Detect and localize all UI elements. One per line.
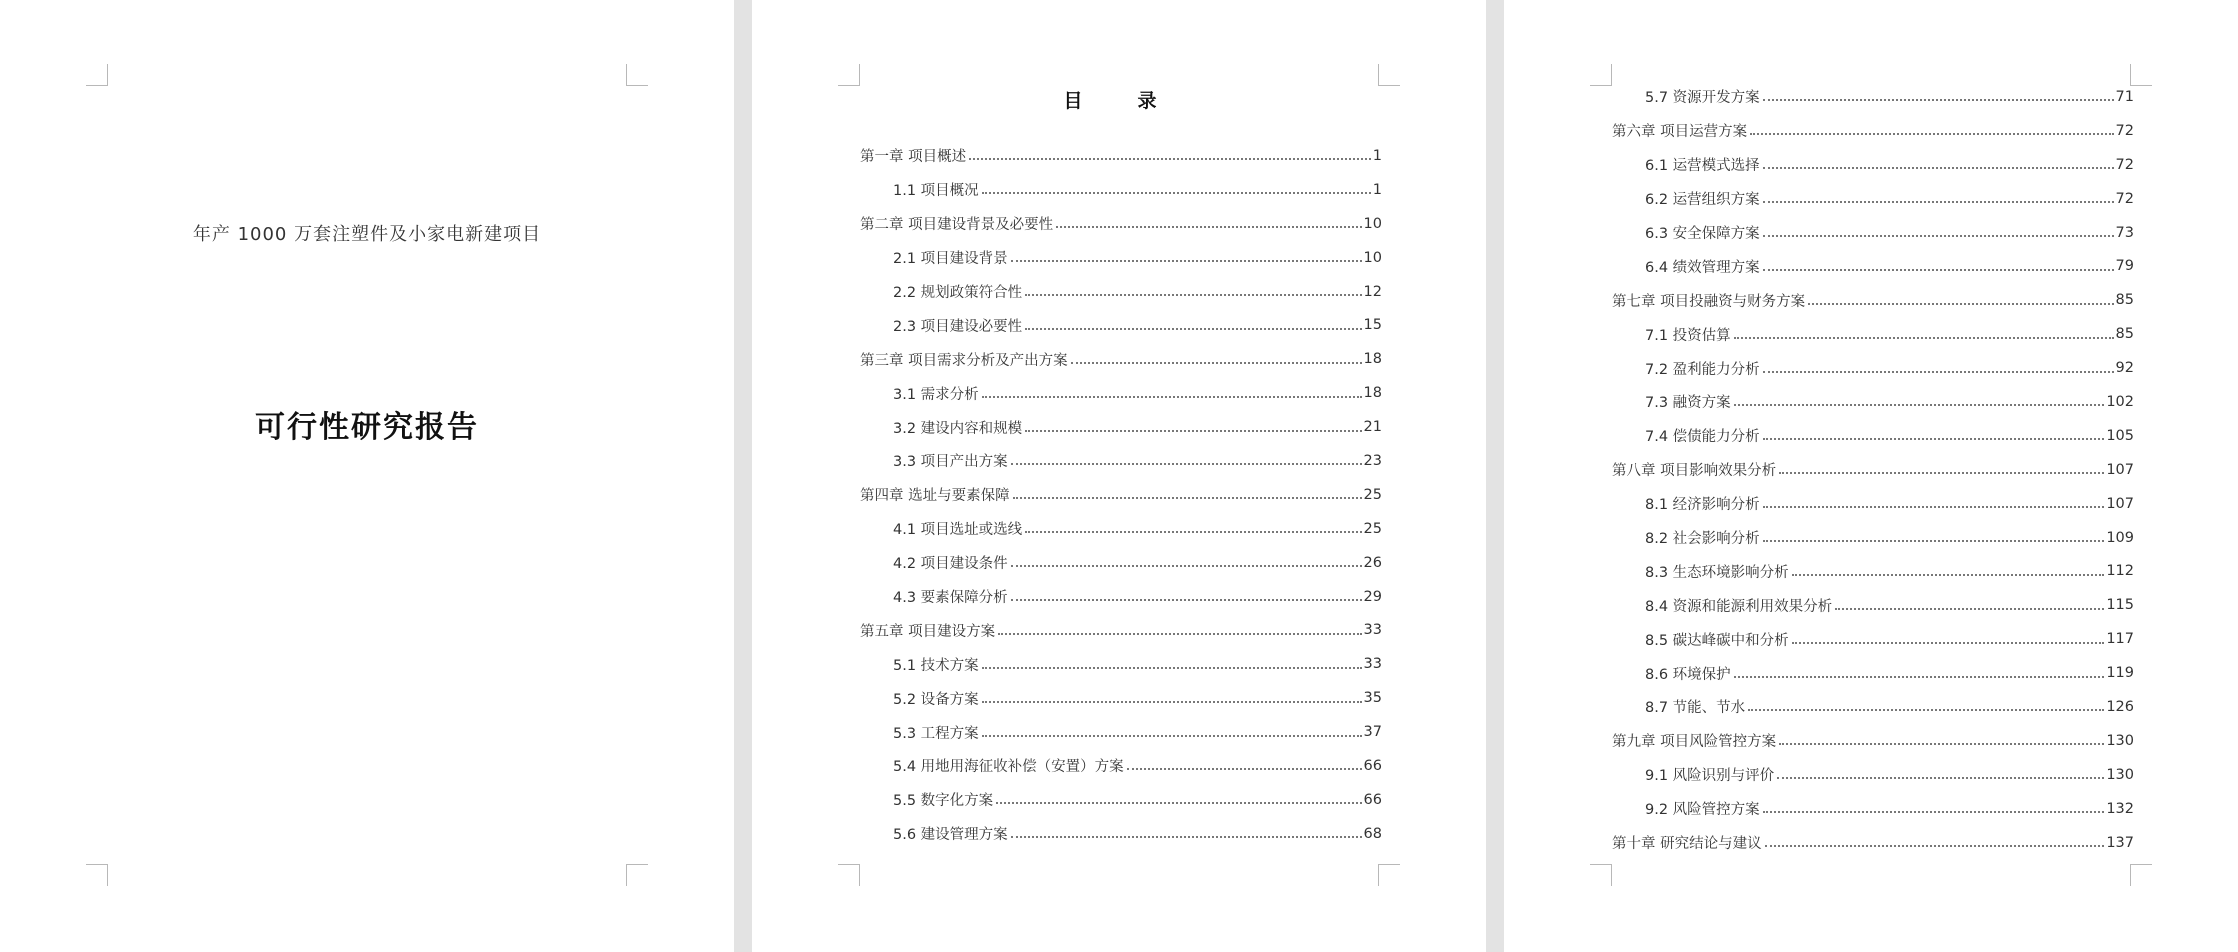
toc-entry-label: 3.2 建设内容和规模 bbox=[893, 420, 1023, 437]
toc-leader-dots bbox=[1734, 404, 2105, 406]
toc-entry-page-number: 107 bbox=[2106, 461, 2134, 478]
toc-entry-page-number: 66 bbox=[1363, 757, 1382, 774]
toc-entry-label: 4.3 要素保障分析 bbox=[893, 590, 1008, 607]
toc-entry-label: 7.1 投资估算 bbox=[1645, 327, 1731, 344]
toc-entry-label: 8.7 节能、节水 bbox=[1645, 700, 1746, 717]
toc-leader-dots bbox=[1792, 642, 2105, 644]
toc-entry-page-number: 109 bbox=[2106, 529, 2134, 546]
toc-entry-page-number: 85 bbox=[2115, 292, 2134, 309]
toc-entry-label: 9.1 风险识别与评价 bbox=[1645, 768, 1775, 785]
toc-entry-label: 5.5 数字化方案 bbox=[893, 793, 994, 810]
toc-entry-label: 8.1 经济影响分析 bbox=[1645, 497, 1760, 514]
toc-entry[interactable] bbox=[860, 512, 1382, 546]
toc-entry-label: 6.2 运营组织方案 bbox=[1645, 192, 1760, 209]
toc-heading: 目 录 bbox=[1063, 90, 1175, 112]
toc-entry-page-number: 102 bbox=[2106, 393, 2134, 410]
toc-entry[interactable] bbox=[860, 410, 1382, 444]
toc-entry-label: 第九章 项目风险管控方案 bbox=[1612, 734, 1777, 751]
margin-mark-top-right bbox=[626, 64, 648, 86]
toc-entry-page-number: 33 bbox=[1363, 622, 1382, 639]
toc-entry-page-number: 66 bbox=[1363, 791, 1382, 808]
toc-entry-label: 第二章 项目建设背景及必要性 bbox=[860, 217, 1054, 234]
toc-entry-label: 9.2 风险管控方案 bbox=[1645, 802, 1760, 819]
toc-entry-label: 8.5 碳达峰碳中和分析 bbox=[1645, 632, 1789, 649]
toc-leader-dots bbox=[982, 667, 1362, 669]
toc-leader-dots bbox=[1025, 531, 1361, 533]
toc-entry[interactable] bbox=[860, 546, 1382, 580]
toc-entry-page-number: 33 bbox=[1363, 656, 1382, 673]
toc-leader-dots bbox=[1835, 608, 2104, 610]
toc-entry-page-number: 25 bbox=[1363, 486, 1382, 503]
toc-entry[interactable] bbox=[1612, 622, 2134, 656]
toc-entry-page-number: 119 bbox=[2106, 665, 2134, 682]
toc-entry-label: 8.4 资源和能源利用效果分析 bbox=[1645, 598, 1833, 615]
toc-leader-dots bbox=[1011, 599, 1362, 601]
toc-entry-page-number: 112 bbox=[2106, 563, 2134, 580]
toc-entry-label: 第四章 选址与要素保障 bbox=[860, 488, 1010, 505]
toc-entry[interactable] bbox=[860, 308, 1382, 342]
toc-leader-dots bbox=[1056, 226, 1361, 228]
toc-entry-page-number: 132 bbox=[2106, 800, 2134, 817]
toc-entry-page-number: 35 bbox=[1363, 690, 1382, 707]
toc-entry-label: 1.1 项目概况 bbox=[893, 183, 979, 200]
toc-entry-label: 5.1 技术方案 bbox=[893, 657, 979, 674]
toc-leader-dots bbox=[1734, 676, 2105, 678]
toc-entry-page-number: 68 bbox=[1363, 825, 1382, 842]
margin-mark-bottom-right bbox=[626, 864, 648, 886]
toc-entry-label: 4.2 项目建设条件 bbox=[893, 556, 1008, 573]
toc-entry-label: 2.3 项目建设必要性 bbox=[893, 318, 1023, 335]
toc-entry-page-number: 107 bbox=[2106, 495, 2134, 512]
margin-mark-bottom-left bbox=[86, 864, 108, 886]
toc-entry-label: 8.3 生态环境影响分析 bbox=[1645, 564, 1789, 581]
toc-entry-page-number: 115 bbox=[2106, 597, 2134, 614]
toc-entry-label: 5.7 资源开发方案 bbox=[1645, 90, 1760, 107]
toc-entry[interactable] bbox=[1612, 792, 2134, 826]
toc-entry-label: 5.4 用地用海征收补偿（安置）方案 bbox=[893, 759, 1124, 776]
toc-entry-label: 第十章 研究结论与建议 bbox=[1612, 836, 1762, 853]
toc-entry-page-number: 72 bbox=[2115, 190, 2134, 207]
margin-mark-bottom-right bbox=[2130, 864, 2152, 886]
toc-entry-label: 第六章 项目运营方案 bbox=[1612, 124, 1748, 141]
toc-entry[interactable] bbox=[860, 715, 1382, 749]
toc-entry[interactable] bbox=[860, 139, 1382, 173]
toc-entry[interactable] bbox=[1612, 385, 2134, 419]
toc-leader-dots bbox=[1763, 540, 2105, 542]
toc-entry-page-number: 15 bbox=[1363, 317, 1382, 334]
toc-entry[interactable] bbox=[1612, 283, 2134, 317]
toc-entry[interactable] bbox=[1612, 554, 2134, 588]
toc-leader-dots bbox=[969, 158, 1371, 160]
toc-entry[interactable] bbox=[860, 376, 1382, 410]
toc-leader-dots bbox=[982, 396, 1362, 398]
toc-leader-dots bbox=[996, 802, 1361, 804]
toc-entry-page-number: 25 bbox=[1363, 520, 1382, 537]
toc-entry-label: 7.3 融资方案 bbox=[1645, 395, 1731, 412]
toc-entry-label: 2.1 项目建设背景 bbox=[893, 251, 1008, 268]
toc-leader-dots bbox=[1071, 362, 1362, 364]
toc-entry-page-number: 73 bbox=[2115, 224, 2134, 241]
toc-entry[interactable] bbox=[860, 478, 1382, 512]
toc-entry[interactable] bbox=[1612, 249, 2134, 283]
toc-leader-dots bbox=[1763, 99, 2114, 101]
toc-leader-dots bbox=[1763, 371, 2114, 373]
toc-leader-dots bbox=[1011, 565, 1362, 567]
toc-entry-label: 6.1 运营模式选择 bbox=[1645, 158, 1760, 175]
toc-leader-dots bbox=[1779, 472, 2104, 474]
toc-leader-dots bbox=[982, 192, 1371, 194]
toc-entry[interactable] bbox=[1612, 656, 2134, 690]
toc-entry-label: 3.1 需求分析 bbox=[893, 386, 979, 403]
toc-leader-dots bbox=[1808, 303, 2113, 305]
toc-entry[interactable] bbox=[1612, 419, 2134, 453]
toc-entry[interactable] bbox=[1612, 521, 2134, 555]
toc-entry[interactable] bbox=[860, 275, 1382, 309]
toc-entry-page-number: 10 bbox=[1363, 215, 1382, 232]
toc-leader-dots bbox=[1734, 337, 2114, 339]
toc-entry-page-number: 29 bbox=[1363, 588, 1382, 605]
margin-mark-top-left bbox=[838, 64, 860, 86]
toc-leader-dots bbox=[1011, 463, 1362, 465]
toc-leader-dots bbox=[1025, 328, 1361, 330]
toc-entry-page-number: 72 bbox=[2115, 156, 2134, 173]
toc-entry[interactable] bbox=[1612, 588, 2134, 622]
toc-leader-dots bbox=[1792, 574, 2105, 576]
margin-mark-top-left bbox=[86, 64, 108, 86]
toc-entry[interactable] bbox=[860, 580, 1382, 614]
toc-entry[interactable] bbox=[860, 207, 1382, 241]
toc-entry-label: 第八章 项目影响效果分析 bbox=[1612, 463, 1777, 480]
toc-entry[interactable] bbox=[1612, 351, 2134, 385]
toc-page-1 bbox=[752, 0, 1486, 952]
toc-entry-page-number: 79 bbox=[2115, 258, 2134, 275]
toc-entry-label: 3.3 项目产出方案 bbox=[893, 454, 1008, 471]
margin-mark-top-left bbox=[1590, 64, 1612, 86]
toc-leader-dots bbox=[998, 633, 1361, 635]
toc-entry-label: 8.2 社会影响分析 bbox=[1645, 531, 1760, 548]
margin-mark-bottom-right bbox=[1378, 864, 1400, 886]
toc-entry[interactable] bbox=[1612, 758, 2134, 792]
toc-entry-page-number: 26 bbox=[1363, 554, 1382, 571]
margin-mark-bottom-left bbox=[1590, 864, 1612, 886]
toc-leader-dots bbox=[1011, 260, 1362, 262]
toc-leader-dots bbox=[1025, 430, 1361, 432]
toc-entry-page-number: 126 bbox=[2106, 698, 2134, 715]
toc-leader-dots bbox=[1025, 294, 1361, 296]
cover-subtitle: 年产 1000 万套注塑件及小家电新建项目 bbox=[192, 224, 542, 245]
toc-entry-page-number: 71 bbox=[2115, 88, 2134, 105]
toc-leader-dots bbox=[1763, 438, 2105, 440]
toc-entry-page-number: 137 bbox=[2106, 834, 2134, 851]
toc-leader-dots bbox=[1779, 743, 2104, 745]
toc-entry[interactable] bbox=[1612, 317, 2134, 351]
toc-entry[interactable] bbox=[1612, 690, 2134, 724]
toc-entry-page-number: 117 bbox=[2106, 631, 2134, 648]
cover-title: 可行性研究报告 bbox=[255, 410, 479, 445]
cover-page bbox=[0, 0, 734, 952]
toc-entry[interactable] bbox=[1612, 487, 2134, 521]
toc-leader-dots bbox=[1013, 497, 1362, 499]
toc-entry-label: 5.3 工程方案 bbox=[893, 725, 979, 742]
toc-leader-dots bbox=[1011, 836, 1362, 838]
toc-leader-dots bbox=[1763, 269, 2114, 271]
toc-leader-dots bbox=[1763, 811, 2105, 813]
toc-entry-page-number: 18 bbox=[1363, 351, 1382, 368]
toc-entry[interactable] bbox=[860, 613, 1382, 647]
toc-entry-page-number: 105 bbox=[2106, 427, 2134, 444]
margin-mark-bottom-left bbox=[838, 864, 860, 886]
toc-leader-dots bbox=[982, 735, 1362, 737]
toc-leader-dots bbox=[1763, 235, 2114, 237]
toc-entry-page-number: 12 bbox=[1363, 283, 1382, 300]
toc-list bbox=[860, 139, 1382, 851]
toc-entry[interactable] bbox=[860, 241, 1382, 275]
toc-entry-page-number: 130 bbox=[2106, 732, 2134, 749]
toc-entry-label: 2.2 规划政策符合性 bbox=[893, 285, 1023, 301]
toc-entry[interactable] bbox=[860, 817, 1382, 851]
toc-entry-label: 6.3 安全保障方案 bbox=[1645, 226, 1760, 242]
toc-leader-dots bbox=[1777, 777, 2104, 779]
toc-leader-dots bbox=[1127, 768, 1362, 770]
toc-entry[interactable] bbox=[860, 783, 1382, 817]
toc-entry[interactable] bbox=[860, 647, 1382, 681]
toc-list bbox=[1612, 80, 2134, 859]
toc-leader-dots bbox=[1765, 845, 2105, 847]
toc-entry-label: 第七章 项目投融资与财务方案 bbox=[1612, 293, 1806, 310]
toc-entry-label: 6.4 绩效管理方案 bbox=[1645, 259, 1760, 276]
toc-entry-label: 5.6 建设管理方案 bbox=[893, 827, 1008, 844]
toc-entry-page-number: 130 bbox=[2106, 766, 2134, 783]
toc-leader-dots bbox=[1763, 167, 2114, 169]
toc-entry-page-number: 1 bbox=[1372, 147, 1382, 164]
toc-entry[interactable] bbox=[860, 681, 1382, 715]
toc-entry-page-number: 21 bbox=[1363, 419, 1382, 436]
toc-entry-label: 4.1 项目选址或选线 bbox=[893, 522, 1023, 539]
toc-entry-page-number: 18 bbox=[1363, 385, 1382, 402]
toc-entry[interactable] bbox=[860, 342, 1382, 376]
toc-entry-label: 第五章 项目建设方案 bbox=[860, 623, 996, 640]
toc-entry-page-number: 37 bbox=[1363, 724, 1382, 741]
toc-entry[interactable] bbox=[1612, 216, 2134, 250]
toc-entry-label: 7.4 偿债能力分析 bbox=[1645, 429, 1760, 446]
toc-entry[interactable] bbox=[1612, 114, 2134, 148]
toc-entry[interactable] bbox=[1612, 724, 2134, 758]
toc-entry-page-number: 85 bbox=[2115, 326, 2134, 343]
toc-entry[interactable] bbox=[1612, 453, 2134, 487]
toc-leader-dots bbox=[1763, 506, 2105, 508]
toc-entry[interactable] bbox=[860, 173, 1382, 207]
toc-entry-label: 5.2 设备方案 bbox=[893, 691, 979, 708]
toc-entry-page-number: 1 bbox=[1372, 181, 1382, 198]
toc-entry-page-number: 72 bbox=[2115, 122, 2134, 139]
toc-leader-dots bbox=[1748, 709, 2104, 711]
toc-entry-label: 第一章 项目概述 bbox=[860, 149, 967, 166]
toc-leader-dots bbox=[982, 701, 1362, 703]
toc-entry[interactable] bbox=[1612, 182, 2134, 216]
toc-entry-label: 第三章 项目需求分析及产出方案 bbox=[860, 352, 1068, 369]
margin-mark-top-right bbox=[1378, 64, 1400, 86]
toc-page-2 bbox=[1504, 0, 2238, 952]
toc-entry[interactable] bbox=[860, 749, 1382, 783]
toc-entry[interactable] bbox=[1612, 148, 2134, 182]
toc-leader-dots bbox=[1763, 201, 2114, 203]
toc-entry-page-number: 92 bbox=[2115, 360, 2134, 377]
toc-leader-dots bbox=[1750, 133, 2113, 135]
toc-entry-page-number: 10 bbox=[1363, 249, 1382, 266]
toc-entry[interactable] bbox=[860, 444, 1382, 478]
toc-entry[interactable] bbox=[1612, 80, 2134, 114]
toc-entry-label: 8.6 环境保护 bbox=[1645, 666, 1731, 683]
toc-entry-label: 7.2 盈利能力分析 bbox=[1645, 361, 1760, 378]
toc-entry[interactable] bbox=[1612, 826, 2134, 860]
toc-entry-page-number: 23 bbox=[1363, 452, 1382, 469]
